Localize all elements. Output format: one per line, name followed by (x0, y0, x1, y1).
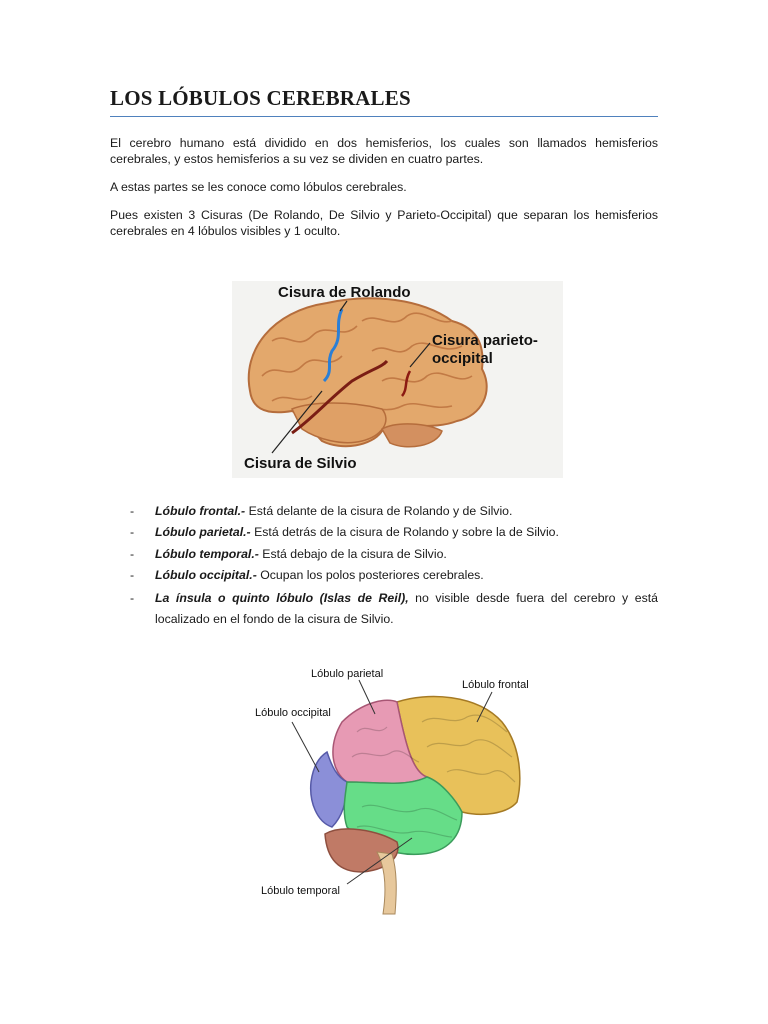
list-dash: - (130, 591, 135, 606)
list-item (110, 546, 658, 562)
list-dash: - (130, 525, 135, 540)
label-parietal: Lóbulo parietal (311, 668, 384, 680)
list-text: Está detrás de la cisura de Rolando y sobre la de Silvio. (250, 525, 559, 540)
list-term: La ínsula o quinto lóbulo (Islas de Reil), (155, 591, 409, 606)
label-parieto-1: Cisura parieto- (432, 332, 538, 349)
label-rolando: Cisura de Rolando (278, 284, 411, 301)
list-item (110, 503, 658, 519)
label-temporal: Lóbulo temporal (261, 885, 340, 897)
list-dash: - (130, 546, 135, 561)
brain-lobes-figure (247, 652, 542, 924)
document-page (110, 86, 658, 239)
list-term: Lóbulo frontal.- (155, 504, 246, 518)
list-term: Lóbulo temporal.- (155, 546, 259, 561)
list-item (110, 524, 658, 540)
lobes-list (110, 503, 658, 635)
page-title: LOS LÓBULOS CEREBRALES (110, 86, 658, 117)
list-term: Lóbulo parietal.- (155, 525, 251, 540)
brain-fissures-figure (232, 281, 563, 478)
list-dash: - (130, 504, 135, 518)
paragraph-intro: El cerebro humano está dividido en dos hemisferios, los cuales son llamados hemisferios cerebrales, y estos hemisferios a su vez se dividen en cuatro partes. (110, 136, 658, 166)
list-text: Está delante de la cisura de Rolando y de Silvio. (245, 504, 513, 518)
list-text: Está debajo de la cisura de Silvio. (258, 546, 447, 561)
paragraph-lobes-name: A estas partes se les conoce como lóbulos cerebrales. (110, 180, 407, 194)
label-occipital: Lóbulo occipital (255, 707, 331, 719)
list-item (110, 567, 658, 583)
list-text: Ocupan los polos posteriores cerebrales. (256, 567, 484, 582)
label-frontal: Lóbulo frontal (462, 679, 529, 691)
list-item (110, 588, 658, 630)
label-parieto-2: occipital (432, 350, 493, 367)
paragraph-cisuras: Pues existen 3 Cisuras (De Rolando, De Silvio y Parieto-Occipital) que separan los hemisferios cerebrales en 4 lóbulos visibles y 1 oculto. (110, 208, 658, 238)
list-text: no visible desde fuera del cerebro y está localizado en el fondo de la cisura de Silvio. (155, 591, 658, 627)
label-silvio: Cisura de Silvio (244, 455, 357, 472)
list-dash: - (130, 567, 135, 582)
list-term: Lóbulo occipital.- (155, 567, 257, 582)
